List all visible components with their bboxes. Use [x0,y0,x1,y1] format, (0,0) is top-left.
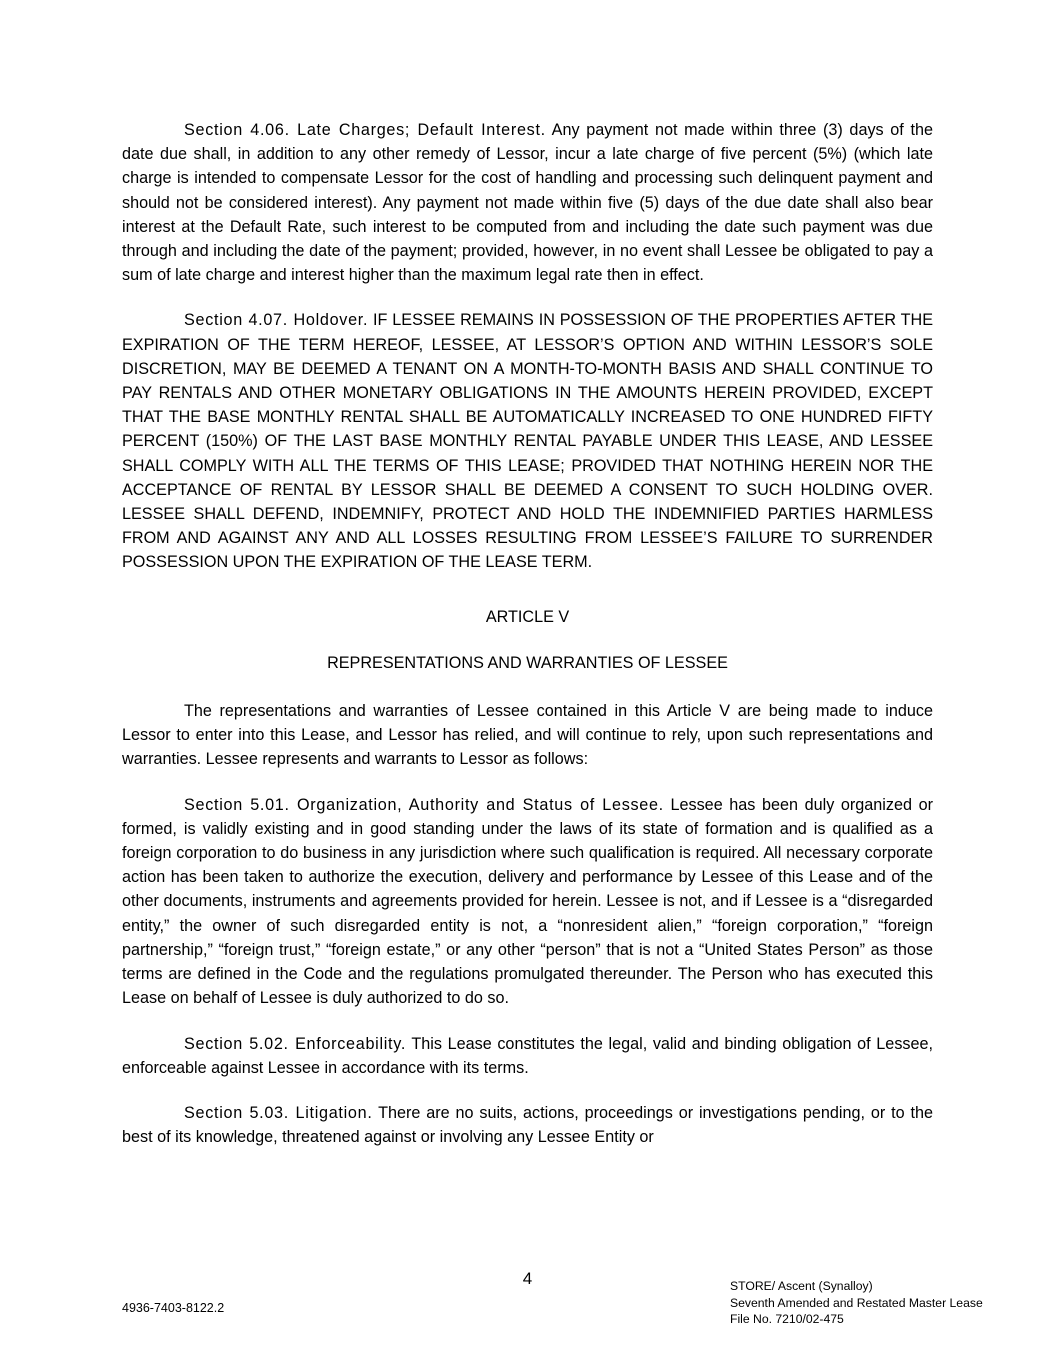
article-label: ARTICLE V [485,607,570,626]
page-footer [0,1245,1055,1365]
paragraph-section-5-03 [122,1101,933,1149]
section-heading-4-07: Section 4.07. Holdover. [184,311,369,330]
section-heading-4-06: Section 4.06. Late Charges; Default Interest. [184,121,546,139]
footer-line-client: STORE/ Ascent (Synalloy) [730,1279,873,1293]
section-heading-5-02: Section 5.02. Enforceability. [184,1034,407,1053]
article-title: REPRESENTATIONS AND WARRANTIES OF LESSEE [327,653,728,672]
paragraph-section-5-02 [122,1032,933,1080]
document-id: 4936-7403-8122.2 [122,1301,225,1315]
section-heading-5-03: Section 5.03. Litigation. [184,1103,373,1122]
paragraph-article-intro [122,699,933,772]
article-intro-text: The representations and warranties of Lessee contained in this Article V are being made to induce Lessor to enter into this Lease, and Lessor has relied, and will continue to rely, upon such representations and warranties. Lessee represents and warrants to Lessor as follows: [122,702,933,769]
section-heading-5-01: Section 5.01. Organization, Authority and Status of Lessee. [184,795,664,814]
section-body-4-07: IF LESSEE REMAINS IN POSSESSION OF THE PROPERTIES AFTER THE EXPIRATION OF THE TERM HEREOF, LESSEE, AT LESSOR’S OPTION AND WITHIN LESSOR’S SOLE DISCRETION, MAY BE DEEMED A TENANT ON A MONTH-TO-MONTH BASIS AND SHALL CONTINUE TO PAY RENTALS AND OTHER MONETARY OBLIGATIONS IN THE AMOUNTS HEREIN PROVIDED, EXCEPT THAT THE BASE MONTHLY RENTAL SHALL BE AUTOMATICALLY INCREASED TO ONE HUNDRED FIFTY PERCENT (150%) OF THE LAST BASE MONTHLY RENTAL PAYABLE UNDER THIS LEASE, AND LESSEE SHALL COMPLY WITH ALL THE TERMS OF THIS LEASE; PROVIDED THAT NOTHING HEREIN NOR THE ACCEPTANCE OF RENTAL BY LESSOR SHALL BE DEEMED A CONSENT TO SUCH HOLDING OVER. LESSEE SHALL DEFEND, INDEMNIFY, PROTECT AND HOLD THE INDEMNIFIED PARTIES HARMLESS FROM AND AGAINST ANY AND ALL LOSSES RESULTING FROM LESSEE’S FAILURE TO SURRENDER POSSESSION UPON THE EXPIRATION OF THE LEASE TERM. [122,311,933,572]
page-number: 4 [522,1269,533,1288]
paragraph-section-4-06 [122,118,933,287]
footer-line-title: Seventh Amended and Restated Master Lease [730,1295,983,1310]
footer-reference-block [730,1278,983,1328]
paragraph-section-5-01 [122,793,933,1011]
footer-line-file-no: File No. 7210/02-475 [730,1312,844,1326]
section-body-4-06: Any payment not made within three (3) days of the date due shall, in addition to any other remedy of Lessor, incur a late charge of five percent (5%) (which late charge is intended to compensate Lessor for the cost of handling and processing such delinquent payment and should not be considered interest). Any payment not made within five (5) days of the due date shall also bear interest at the Default Rate, such interest to be computed from and including the date such payment was due through and including the date of the payment; provided, however, in no event shall Lessee be obligated to pay a sum of late charge and interest higher than the maximum legal rate then in effect. [122,121,933,285]
section-body-5-02: This Lease constitutes the legal, valid and binding obligation of Lessee, enforceable against Lessee in accordance with its terms. [122,1034,934,1077]
paragraph-section-4-07 [122,308,933,574]
section-body-5-01: Lessee has been duly organized or formed, is validly existing and in good standing under the laws of its state of formation and is qualified as a foreign corporation to do business in any jurisdiction where such qualification is required. All necessary corporate action has been taken to authorize the execution, delivery and performance by Lessee of this Lease and of the other documents, instruments and agreements provided for herein. Lessee is not, and if Lessee is a “disregarded entity,” the owner of such disregarded entity is not, a “nonresident alien,” “foreign corporation,” “foreign partnership,” “foreign trust,” “foreign estate,” or any other “person” that is not a “United States Person” as those terms are defined in the Code and the regulations promulgated thereunder. The Person who has executed this Lease on behalf of Lessee is duly authorized to do so. [122,795,934,1008]
section-body-5-03: There are no suits, actions, proceedings or investigations pending, or to the best of its knowledge, threatened against or involving any Lessee Entity or [122,1103,933,1147]
